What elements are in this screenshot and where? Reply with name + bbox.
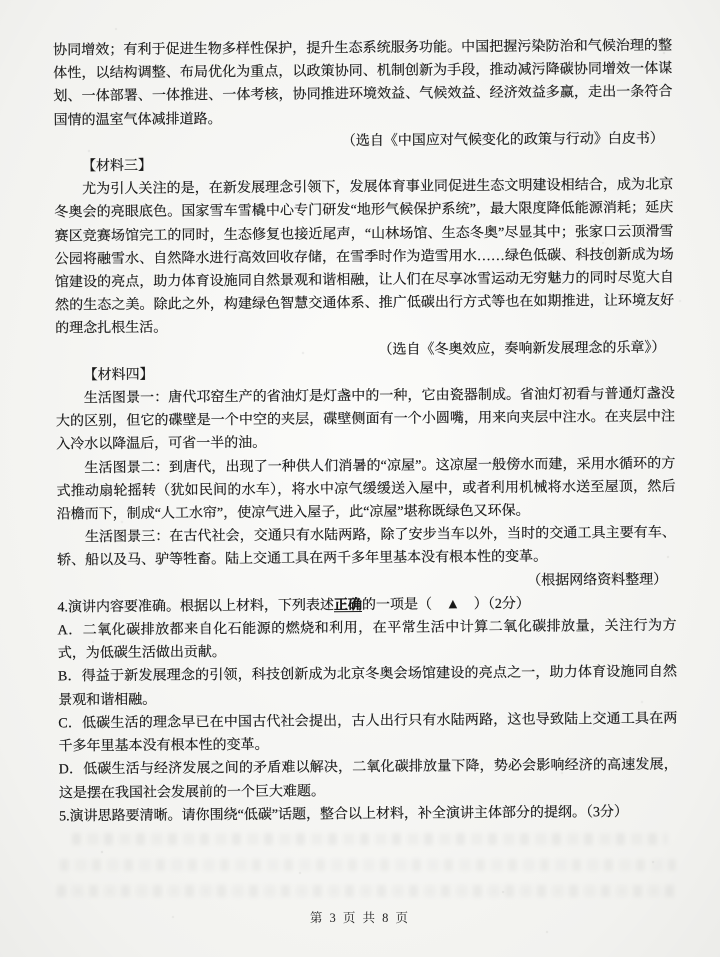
option-c: C．低碳生活的理念早已在中国古代社会提出，古人出行只有水陆两路，这也导致陆上交通工具在两千多年里基本没有根本性的变革。 bbox=[58, 711, 678, 755]
material3-heading: 【材料三】 bbox=[81, 158, 153, 175]
material4-scene1-paragraph: 生活图景一：唐代邛窑生产的省油灯是灯盏中的一种，它由瓷器制成。省油灯初看与普通灯盏没大的区别，但它的碟壁是一个中空的夹层，碟壁侧面有一个小圆嘴，用来向夹层中注水。在夹层中注入冷水以降温后，可省一半的油。 bbox=[55, 386, 676, 453]
question-4-text: 4.演讲内容要准确。根据以上材料，下列表述 bbox=[57, 598, 335, 616]
scan-speck-noise bbox=[0, 0, 2, 2]
question-4-emphasis: 正确 bbox=[333, 597, 363, 614]
bleed-through-noise-row bbox=[60, 859, 676, 871]
bleed-through-noise-row bbox=[72, 833, 668, 845]
material3-paragraph: 尤为引人关注的是，在新发展理念引领下，发展体育事业同促进生态文明建设相结合，成为北京冬奥会的亮眼底色。国家雪车雪橇中心专门研发“地形气候保护系统”，最大限度降低能源消耗；延庆赛区竞赛场馆完工的同时，生态修复也接近尾声，“山林场馆、生态冬奥”尽显其中；张家口云顶滑雪公园将融雪水、自然降水进行高效回收存储，在雪季时作为造雪用水……绿色低碳、科技创新成为场馆建设的亮点，助力体育设施同自然景观和谐相融，让人们在尽享冰雪运动无穷魅力的同时尽览大自然的生态之美。除此之外，构建绿色智慧交通体系、推广低碳出行方式等也在如期推进，让环境友好的理念扎根生活。 bbox=[54, 177, 675, 337]
option-b: B．得益于新发展理念的引领，科技创新成为北京冬奥会场馆建设的亮点之一，助力体育设施同自然景观和谐相融。 bbox=[57, 665, 678, 709]
material4-heading: 【材料四】 bbox=[83, 367, 154, 384]
question-4-tail: 的一项是（ ▲ ）（2分） bbox=[361, 596, 530, 613]
page-number: 第 3 页 共 8 页 bbox=[309, 911, 411, 925]
page-text-block bbox=[53, 35, 678, 829]
citation-web-source: （根据网络资料整理） bbox=[527, 572, 668, 589]
option-a: A．二氧化碳排放都来自化石能源的燃烧和利用，在平常生活中计算二氧化碳排放量，关注行为方式，为低碳生活做出贡献。 bbox=[57, 618, 677, 662]
material4-scene2-paragraph: 生活图景二：到唐代，出现了一种供人们消暑的“凉屋”。这凉屋一般傍水而建，采用水循环的方式推动扇轮摇转（犹如民间的水车），将水中凉气缓缓送入屋中，或者利用机械将水送至屋顶，然后沿檐而下，制成“人工水帘”，使凉气进入屋子，此“凉屋”堪称既绿色又环保。 bbox=[56, 456, 676, 523]
option-d: D．低碳生活与经济发展之间的矛盾难以解决，二氧化碳排放量下降，势必会影响经济的高速发展，这是摆在我国社会发展前的一个巨大难题。 bbox=[58, 757, 678, 801]
question-5: 5.演讲思路要清晰。请你围绕“低碳”话题，整合以上材料，补全演讲主体部分的提纲。（3分） bbox=[59, 804, 629, 825]
bleed-through-noise-row bbox=[57, 885, 679, 897]
citation-winter-olympics-article: （选自《冬奥效应，奏响新发展理念的乐章》） bbox=[378, 340, 666, 358]
citation-white-paper: （选自《中国应对气候变化的政策与行动》白皮书） bbox=[341, 131, 664, 149]
material4-scene3-paragraph: 生活图景三：在古代社会，交通只有水陆两路，除了安步当车以外，当时的交通工具主要有车、轿、船以及马、驴等牲畜。陆上交通工具在两千多年里基本没有根本性的变革。 bbox=[57, 525, 676, 569]
material2-continuation-paragraph: 协同增效；有利于促进生物多样性保护，提升生态系统服务功能。中国把握污染防治和气候治理的整体性，以结构调整、布局优化为重点，以政策协同、机制创新为手段，推动减污降碳协同增效一体谋划、一体部署、一体推进、一体考核，协同推进环境效益、气候效益、经济效益多赢，走出一条符合国情的温室气体减排道路。 bbox=[53, 38, 673, 129]
